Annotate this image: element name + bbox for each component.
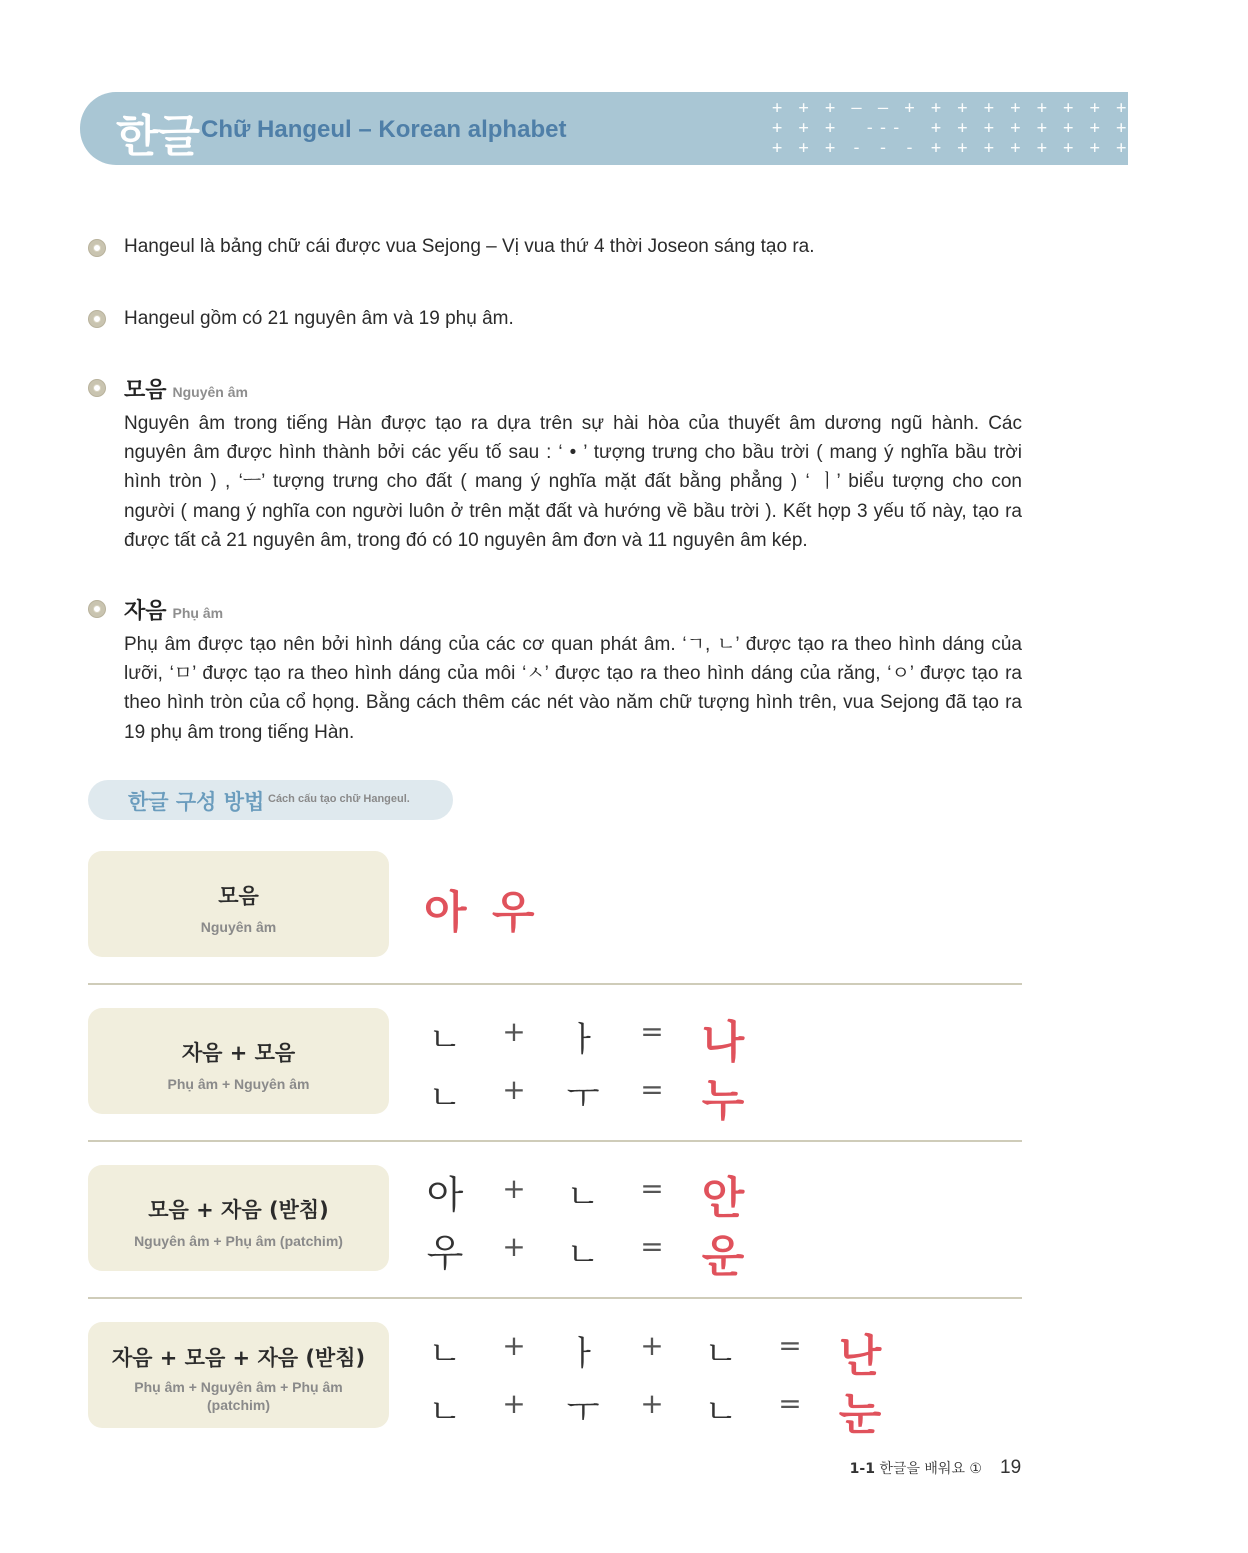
bullet-icon [88,600,106,618]
formula-jamo: ㄴ [428,1078,462,1118]
formula-plus: + [502,1329,526,1362]
formula-plus: + [502,1015,526,1048]
formula-syllable: 우 [426,1231,464,1275]
vowels-title-ko: 모음 [124,378,167,403]
row-label-vi: Phụ âm + Nguyên âm + Phụ âm [134,1379,343,1395]
paragraph-line: 19 phụ âm trong tiếng Hàn. [124,721,355,743]
formula-jamo: ㄴ [704,1334,738,1374]
formula-result: 나 [701,1017,745,1068]
footer-section-title: 한글을 배워요 ① [879,1461,982,1477]
formula-plus: + [640,1329,664,1362]
row-label-ko: 모음 + 자음 (받침) [148,1198,329,1222]
banner-plus-pattern: + + + — — + + + + + + + + + — + + + + + --- + + + + + + + + --- + + + + + - - - + + + + + + + + - - + + [772,98,1248,158]
row-label-vc [88,1165,389,1271]
consonants-title-ko: 자음 [124,599,167,624]
formula-jamo: ㄴ [428,1334,462,1374]
page-number: 19 [1000,1457,1022,1478]
row-divider [88,1140,1022,1142]
consonants-heading [124,594,223,625]
formula-result: 눈 [838,1389,882,1440]
formula-plus: + [502,1073,526,1106]
row-divider [88,1297,1022,1299]
paragraph-line: người ( mang ý nghĩa con người luôn ở trên mặt đất và hướng về bầu trời ). Kết hợp 3 yếu tố này, tạo ra [124,500,1022,522]
formula-equals: = [778,1329,802,1362]
formula-jamo: ㄴ [566,1177,600,1217]
formula-equals: = [640,1015,664,1048]
row-label-vowel [88,851,389,957]
intro-line-2: Hangeul gồm có 21 nguyên âm và 19 phụ âm. [124,308,514,329]
row-label-vi: (patchim) [207,1397,270,1413]
formula-jamo: ㅏ [566,1334,600,1374]
formula-jamo: ㅜ [566,1078,600,1118]
formula-plus: + [502,1172,526,1205]
formula-equals: = [640,1172,664,1205]
paragraph-line: Nguyên âm trong tiếng Hàn được tạo ra dựa trên sự hài hòa của thuyết âm dương ngũ hành. Các [124,413,1022,434]
banner-title-sub: Chữ Hangeul – Korean alphabet [201,116,567,143]
formula-result: 누 [701,1075,745,1126]
formula-plus: + [502,1387,526,1420]
row-label-ko: 모음 [218,884,259,908]
formula-equals: = [640,1073,664,1106]
formula-equals: = [640,1230,664,1263]
construction-heading-pill [88,780,453,820]
paragraph-line: Phụ âm được tạo nên bởi hình dáng của các cơ quan phát âm. ‘ㄱ, ㄴ’ được tạo ra theo hình dáng của [124,634,1022,655]
footer-section-number: 1-1 [849,1461,875,1477]
vowels-heading [124,373,248,404]
bullet-icon [88,239,106,257]
row-label-ko: 자음 + 모음 [181,1041,296,1065]
bullet-icon [88,310,106,328]
banner-title-ko: 한글 [116,111,200,162]
formula-jamo: ㄴ [704,1392,738,1432]
bullet-icon [88,379,106,397]
consonants-paragraph [124,630,1022,747]
formula-plus: + [502,1230,526,1263]
formula-jamo: ㅜ [566,1392,600,1432]
paragraph-line: hình tròn ) , ‘ㅡ’ tượng trưng cho đất ( mang ý nghĩa mặt đất bằng phẳng ) ‘ ㅣ’ biểu tượng cho con [124,471,1022,493]
construction-title-ko: 한글 구성 방법 [128,790,265,814]
construction-title-vi: Cách cấu tạo chữ Hangeul. [268,793,410,805]
row-divider [88,983,1022,985]
row-label-vi: Phụ âm + Nguyên âm [167,1076,310,1092]
formula-result: 난 [838,1331,882,1382]
formula-equals: = [778,1387,802,1420]
paragraph-line: được tất cả 21 nguyên âm, trong đó có 10 nguyên âm đơn và 11 nguyên âm kép. [124,529,808,551]
row-label-ko: 자음 + 모음 + 자음 (받침) [111,1346,366,1370]
formula-jamo: ㄴ [566,1235,600,1275]
consonants-title-vi: Phụ âm [172,605,224,621]
vowels-title-vi: Nguyên âm [172,384,248,400]
formula-plus: + [640,1387,664,1420]
formula-jamo: ㄴ [428,1392,462,1432]
formula-jamo: ㄴ [428,1020,462,1060]
paragraph-line: nguyên âm được hình thành bởi các yếu tố sau : ‘ • ’ tượng trưng cho bầu trời ( mang ý nghĩa bầu trời [124,442,1022,464]
intro-line-1: Hangeul là bảng chữ cái được vua Sejong – Vị vua thứ 4 thời Joseon sáng tạo ra. [124,236,815,257]
example-syllable: 아 [424,887,467,938]
row-label-cvc [88,1322,389,1428]
formula-jamo: ㅏ [566,1020,600,1060]
example-syllable: 우 [492,887,535,938]
formula-syllable: 아 [426,1173,464,1217]
row-label-cv [88,1008,389,1114]
row-label-vi: Nguyên âm + Phụ âm (patchim) [134,1233,343,1249]
vowels-paragraph [124,409,1022,555]
formula-result: 안 [701,1173,745,1224]
formula-result: 운 [701,1231,745,1282]
header-banner [80,92,1248,165]
paragraph-line: lưỡi, ‘ㅁ’ được tạo ra theo hình dáng của môi ‘ㅅ’ được tạo ra theo hình dáng của răng, ‘ㅇ’ được tạo ra [124,663,1022,685]
paragraph-line: theo hình tròn của cổ họng. Bằng cách thêm các nét vào năm chữ tượng hình trên, vua Sejong đã tạo ra [124,692,1022,714]
row-label-vi: Nguyên âm [200,919,277,935]
footer-section-label [850,1458,982,1478]
